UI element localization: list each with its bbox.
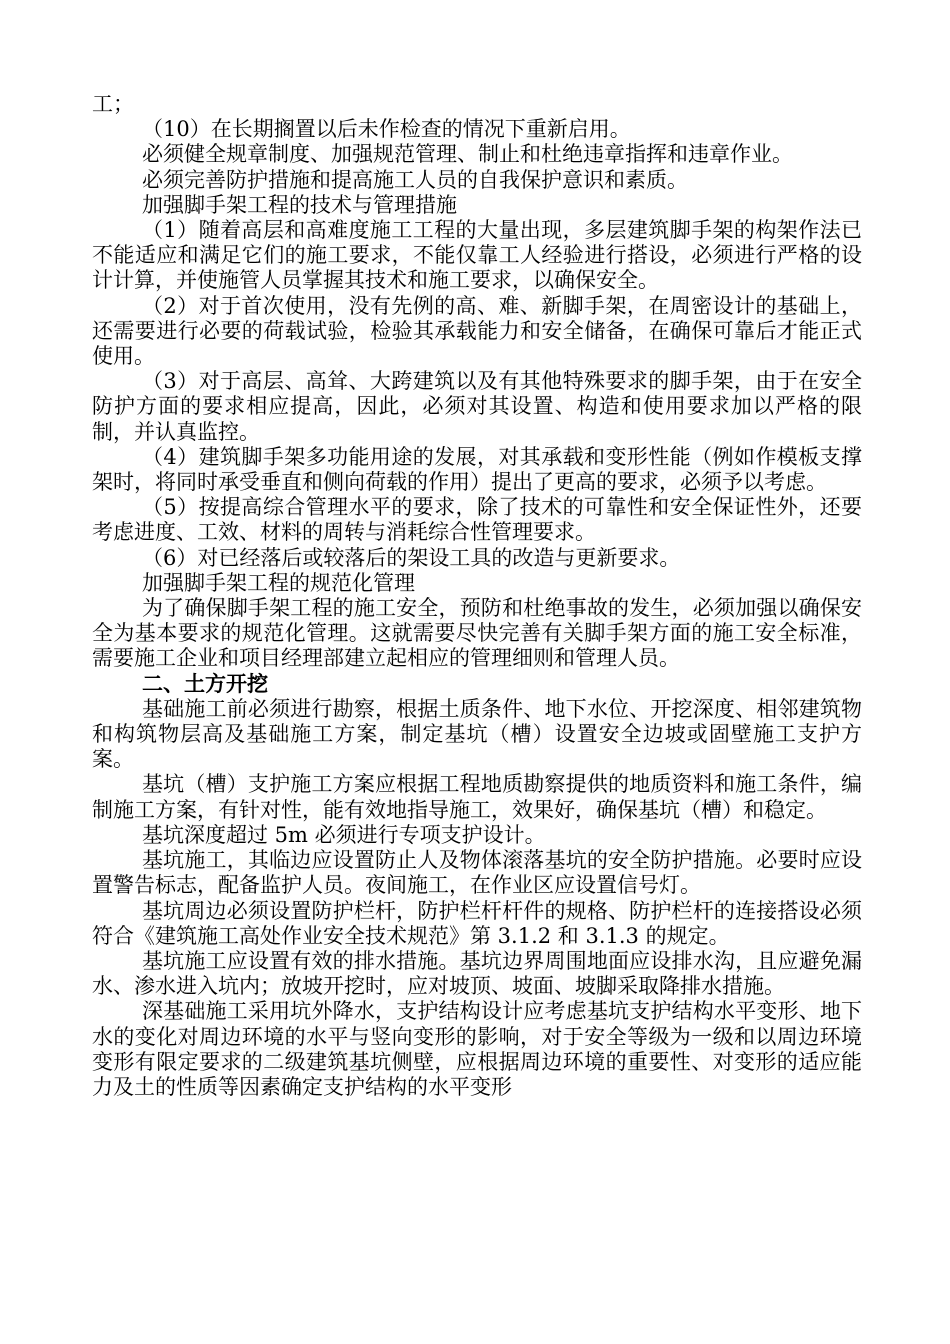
paragraph-edge-protection: 基坑施工，其临边应设置防止人及物体滚落基坑的安全防护措施。必要时应设置警告标志，配备监护人员。夜间施工，在作业区应设置信号灯。: [92, 848, 862, 898]
subheading-technical-measures: 加强脚手架工程的技术与管理措施: [142, 192, 457, 217]
paragraph-item-3: （3）对于高层、高耸、大跨建筑以及有其他特殊要求的脚手架，由于在安全防护方面的要求相应提高，因此，必须对其设置、构造和使用要求加以严格的限制，并认真监控。: [92, 369, 862, 444]
paragraph-depth-5m: 基坑深度超过 5m 必须进行专项支护设计。: [142, 822, 546, 847]
document-page: [92, 92, 862, 1100]
paragraph-dewatering: 深基础施工采用坑外降水，支护结构设计应考虑基坑支护结构水平变形、地下水的变化对周边环境的水平与竖向变形的影响，对于安全等级为一级和以周边环境变形有限定要求的二级建筑基坑侧壁，应根据周边环境的重要性、对变形的适应能力及土的性质等因素确定支护结构的水平变形: [92, 999, 862, 1099]
paragraph-item-5: （5）按提高综合管理水平的要求，除了技术的可靠性和安全保证性外，还要考虑进度、工效、材料的周转与消耗综合性管理要求。: [92, 495, 862, 545]
paragraph-rules-management: 必须健全规章制度、加强规范管理、制止和杜绝违章指挥和违章作业。: [142, 142, 793, 167]
paragraph-item-4: （4）建筑脚手架多功能用途的发展，对其承载和变形性能（例如作模板支撑架时，将同时承受垂直和侧向荷载的作用）提出了更高的要求，必须予以考虑。: [92, 444, 862, 495]
subheading-standardized-management: 加强脚手架工程的规范化管理: [142, 570, 415, 595]
paragraph-standardized-management: 为了确保脚手架工程的施工安全，预防和杜绝事故的发生，必须加强以确保安全为基本要求的规范化管理。这就需要尽快完善有关脚手架方面的施工安全标准，需要施工企业和项目经理部建立起相应的管理细则和管理人员。: [92, 596, 862, 671]
paragraph-survey: 基础施工前必须进行勘察，根据土质条件、地下水位、开挖深度、相邻建筑物和构筑物层高及基础施工方案，制定基坑（槽）设置安全边坡或固壁施工支护方案。: [92, 696, 862, 772]
paragraph-protection-measures: 必须完善防护措施和提高施工人员的自我保护意识和素质。: [142, 167, 688, 192]
section-title-earthwork: 二、土方开挖: [142, 671, 268, 696]
paragraph-support-plan: 基坑（槽）支护施工方案应根据工程地质勘察提供的地质资料和施工条件，编制施工方案，有针对性，能有效地指导施工，效果好，确保基坑（槽）和稳定。: [92, 772, 862, 822]
paragraph-item-2: （2）对于首次使用，没有先例的高、难、新脚手架，在周密设计的基础上，还需要进行必要的荷载试验，检验其承载能力和安全储备，在确保可靠后才能正式使用。: [92, 293, 862, 369]
paragraph-item-1: （1）随着高层和高难度施工工程的大量出现，多层建筑脚手架的构架作法已不能适应和满足它们的施工要求，不能仅靠工人经验进行搭设，必须进行严格的设计计算，并使施管人员掌握其技术和施工要求，以确保安全。: [92, 218, 862, 293]
paragraph-drainage: 基坑施工应设置有效的排水措施。基坑边界周围地面应设排水沟，且应避免漏水、渗水进入坑内；放坡开挖时，应对坡顶、坡面、坡脚采取降排水措施。: [92, 948, 862, 999]
paragraph-item-6: （6）对已经落后或较落后的架设工具的改造与更新要求。: [142, 545, 681, 570]
paragraph-item-10: （10）在长期搁置以后未作检查的情况下重新启用。: [142, 117, 631, 142]
paragraph-guardrail: 基坑周边必须设置防护栏杆，防护栏杆杆件的规格、防护栏杆的连接搭设必须符合《建筑施工高处作业安全技术规范》第 3.1.2 和 3.1.3 的规定。: [92, 898, 862, 948]
paragraph-continuation: 工；: [92, 92, 134, 116]
